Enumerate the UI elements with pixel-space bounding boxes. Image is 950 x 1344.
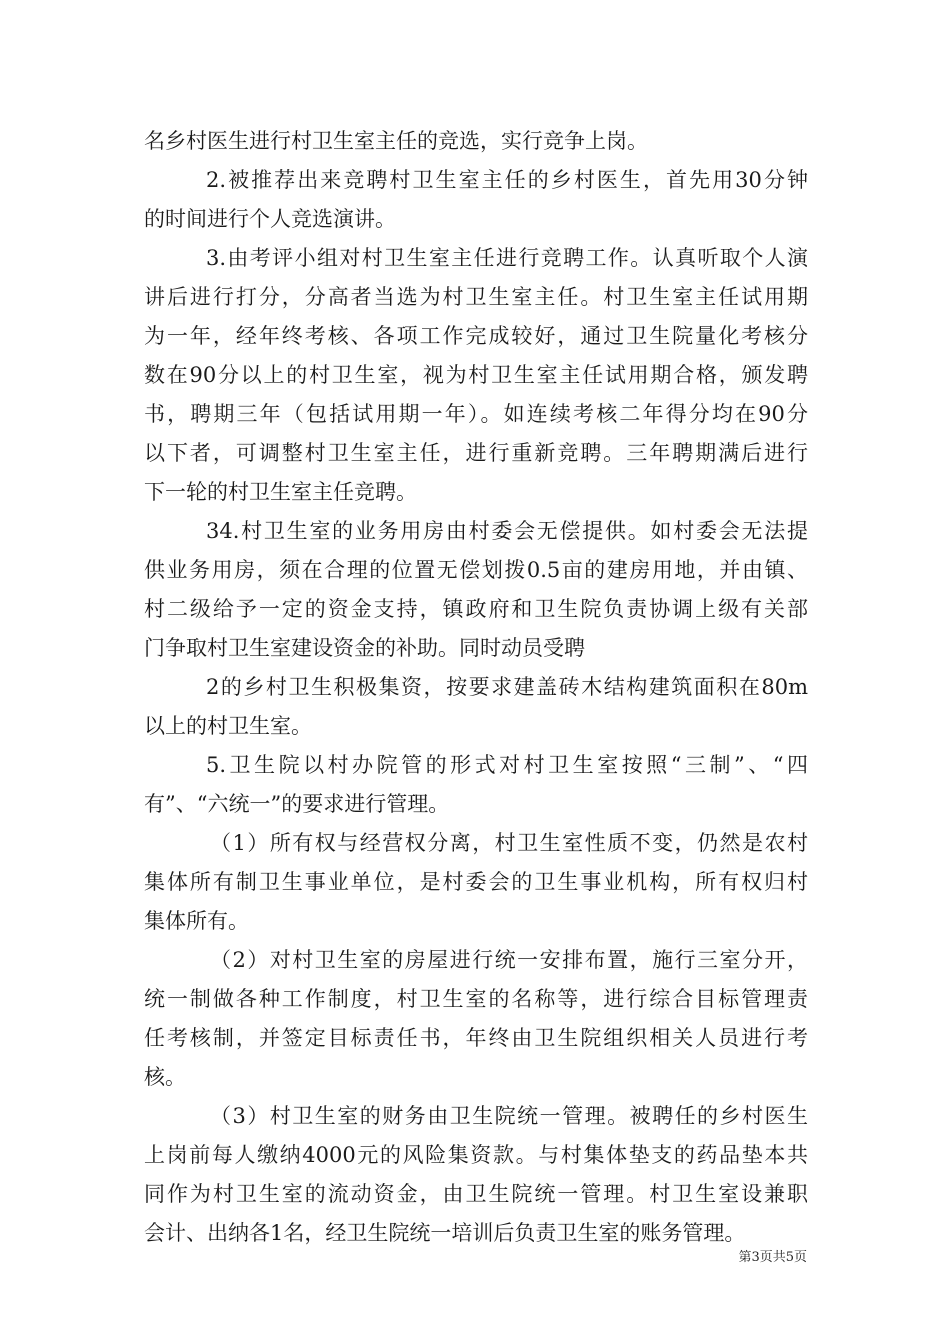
text-line: 名乡村医生进行村卫生室主任的竞选，实行竞争上岗。: [144, 129, 648, 153]
text-line: 2的乡村卫生积极集资，按要求建盖砖木结构建筑面积在80m: [206, 675, 808, 699]
text-line: 供业务用房，须在合理的位置无偿划拨0.5亩的建房用地，并由镇、: [144, 558, 808, 582]
text-line: 讲后进行打分，分高者当选为村卫生室主任。村卫生室主任试用期: [144, 285, 808, 309]
text-line: 下一轮的村卫生室主任竞聘。: [144, 480, 417, 504]
text-line: 集体所有制卫生事业单位，是村委会的卫生事业机构，所有权归村: [144, 870, 808, 894]
text-line: 书，聘期三年（包括试用期一年）。如连续考核二年得分均在90分: [144, 402, 808, 426]
text-line: 2.被推荐出来竞聘村卫生室主任的乡村医生，首先用30分钟: [206, 168, 808, 192]
text-line: 34.村卫生室的业务用房由村委会无偿提供。如村委会无法提: [206, 519, 808, 543]
text-line: 村二级给予一定的资金支持，镇政府和卫生院负责协调上级有关部: [144, 597, 808, 621]
text-line: 同作为村卫生室的流动资金，由卫生院统一管理。村卫生室设兼职: [144, 1182, 808, 1206]
text-line: 以上的村卫生室。: [144, 714, 312, 738]
text-line: 集体所有。: [144, 909, 249, 933]
text-line: 数在90分以上的村卫生室，视为村卫生室主任试用期合格，颁发聘: [144, 363, 808, 387]
text-line: 上岗前每人缴纳4000元的风险集资款。与村集体垫支的药品垫本共: [144, 1143, 808, 1167]
text-line: 以下者，可调整村卫生室主任，进行重新竞聘。三年聘期满后进行: [144, 441, 808, 465]
text-line: 会计、出纳各1名，经卫生院统一培训后负责卫生室的账务管理。: [144, 1221, 746, 1245]
text-line: 有”、“六统一”的要求进行管理。: [144, 792, 450, 816]
text-line: 为一年，经年终考核、各项工作完成较好，通过卫生院量化考核分: [144, 324, 808, 348]
text-line: 门争取村卫生室建设资金的补助。同时动员受聘: [144, 636, 585, 660]
text-line: （3）村卫生室的财务由卫生院统一管理。被聘任的乡村医生: [210, 1104, 808, 1128]
text-line: 3.由考评小组对村卫生室主任进行竞聘工作。认真听取个人演: [206, 246, 808, 270]
text-line: 的时间进行个人竞选演讲。: [144, 207, 396, 231]
text-line: （1）所有权与经营权分离，村卫生室性质不变，仍然是农村: [210, 831, 808, 855]
text-line: 5.卫生院以村办院管的形式对村卫生室按照“三制”、“四: [206, 753, 808, 777]
text-line: （2）对村卫生室的房屋进行统一安排布置，施行三室分开，: [210, 948, 808, 972]
document-body: [144, 122, 808, 1253]
page-number: 第3页共5页: [738, 1250, 807, 1265]
text-line: 任考核制，并签定目标责任书，年终由卫生院组织相关人员进行考: [144, 1026, 808, 1050]
text-line: 核。: [144, 1065, 186, 1089]
text-line: 统一制做各种工作制度，村卫生室的名称等，进行综合目标管理责: [144, 987, 808, 1011]
